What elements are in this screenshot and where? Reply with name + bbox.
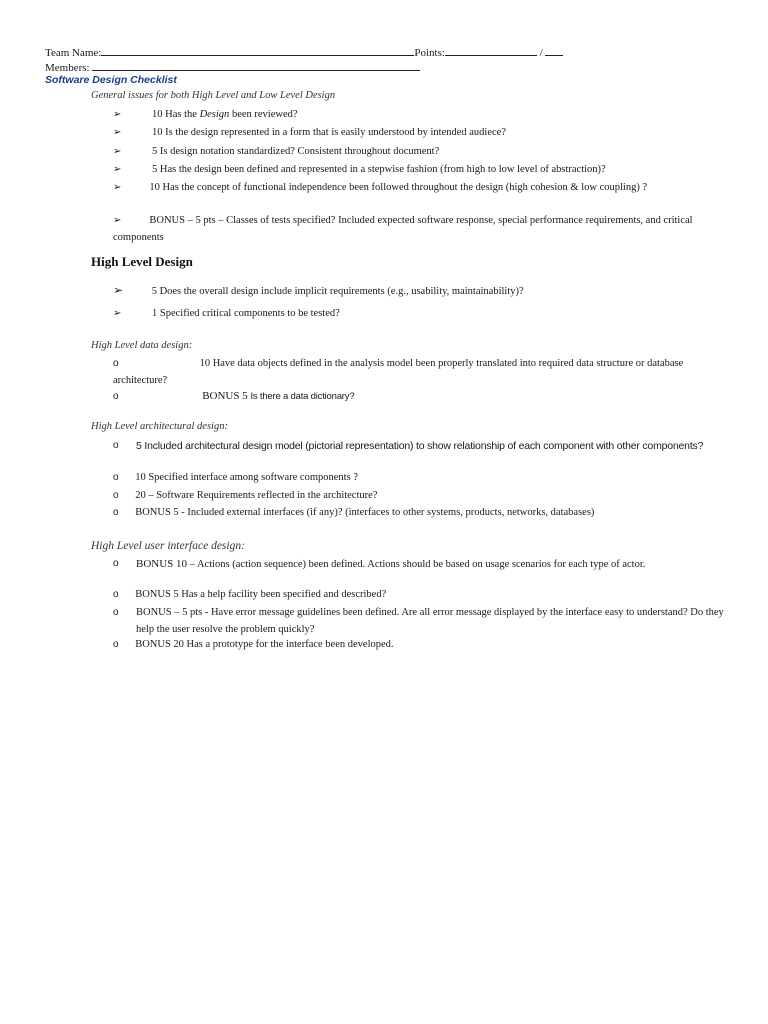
- general-item-4: ➢ 5 Has the design been defined and represented in a stepwise fashion (from high to low level of abstraction)?: [113, 164, 606, 175]
- circle-bullet-icon: o: [113, 639, 119, 650]
- data-design-item-2: o BONUS 5 Is there a data dictionary?: [113, 390, 355, 402]
- general-item-3: ➢ 5 Is design notation standardized? Consistent throughout document?: [113, 146, 440, 157]
- arch-design-item-1: [113, 438, 119, 455]
- points-separator: /: [539, 47, 543, 59]
- arrow-bullet-icon: ➢: [113, 127, 122, 138]
- arrow-bullet-icon: ➢: [113, 164, 122, 175]
- circle-bullet-icon: o: [113, 490, 119, 501]
- ui-design-item-1: [113, 556, 119, 573]
- circle-bullet-icon: o: [113, 472, 119, 483]
- general-item-2: ➢ 10 Is the design represented in a form that is easily understood by intended audiece?: [113, 127, 506, 138]
- circle-bullet-icon: o: [113, 391, 119, 402]
- members-row: [45, 60, 420, 74]
- general-item-6: ➢ BONUS – 5 pts – Classes of tests specified? Included expected software response, special performance requirements, and critical components: [113, 215, 693, 243]
- team-name-label: Team Name:: [45, 47, 102, 59]
- high-level-item-2: ➢ 1 Specified critical components to be tested?: [113, 308, 340, 319]
- arrow-bullet-icon: ➢: [113, 215, 122, 226]
- points-field[interactable]: [445, 45, 537, 56]
- team-name-field[interactable]: [101, 45, 414, 56]
- arch-design-item-2: o 10 Specified interface among software components ?: [113, 472, 358, 483]
- high-level-item-1: ➢ 5 Does the overall design include implicit requirements (e.g., usability, maintainability)?: [113, 283, 524, 297]
- data-design-subtitle: High Level data design:: [91, 340, 193, 351]
- circle-bullet-icon: o: [113, 440, 119, 451]
- ui-design-item-3: [113, 605, 119, 622]
- general-item-5: ➢ 10 Has the concept of functional independence been followed throughout the design (high cohesion & low coupling) ?: [113, 182, 648, 193]
- team-name-row: [45, 45, 563, 59]
- arrow-bullet-icon: ➢: [113, 283, 124, 297]
- circle-bullet-icon: o: [113, 558, 119, 569]
- arrow-bullet-icon: ➢: [113, 146, 122, 157]
- circle-bullet-icon: o: [113, 607, 119, 618]
- general-item-1: ➢ 10 Has the Design been reviewed?: [113, 109, 298, 120]
- circle-bullet-icon: o: [113, 507, 119, 518]
- arrow-bullet-icon: ➢: [113, 109, 122, 120]
- arrow-bullet-icon: ➢: [113, 308, 122, 319]
- high-level-design-heading: High Level Design: [91, 254, 193, 269]
- members-field[interactable]: [92, 60, 420, 71]
- checklist-title: Software Design Checklist: [45, 74, 177, 86]
- general-subtitle: General issues for both High Level and Low Level Design: [91, 90, 336, 101]
- members-label: Members:: [45, 62, 90, 74]
- ui-design-item-3-text: BONUS – 5 pts - Have error message guidelines been defined. Are all error message displayed by the interface easy to understand? Do they help the user resolve the problem quickly?: [136, 607, 724, 635]
- arch-design-subtitle: High Level architectural design:: [91, 421, 228, 432]
- arch-design-item-4: o BONUS 5 - Included external interfaces (if any)? (interfaces to other systems, products, networks, databases): [113, 507, 595, 518]
- arch-design-item-3: o 20 – Software Requirements reflected in the architecture?: [113, 490, 378, 501]
- circle-bullet-icon: o: [113, 358, 119, 369]
- points-label: Points:: [414, 47, 445, 59]
- arrow-bullet-icon: ➢: [113, 182, 122, 193]
- arch-design-item-1-text: 5 Included architectural design model (pictorial representation) to show relationship of each component with other components?: [136, 440, 704, 452]
- points-total-field[interactable]: [545, 45, 563, 56]
- data-design-item-1: o 10 Have data objects defined in the analysis model been properly translated into required data structure or database architecture?: [113, 358, 684, 386]
- ui-design-item-1-text: BONUS 10 – Actions (action sequence) been defined. Actions should be based on usage scenarios for each type of actor.: [136, 558, 646, 570]
- ui-design-item-4: o BONUS 20 Has a prototype for the interface been developed.: [113, 639, 394, 650]
- ui-design-item-2: o BONUS 5 Has a help facility been specified and described?: [113, 589, 387, 600]
- circle-bullet-icon: o: [113, 589, 119, 600]
- ui-design-subtitle: High Level user interface design:: [91, 540, 245, 552]
